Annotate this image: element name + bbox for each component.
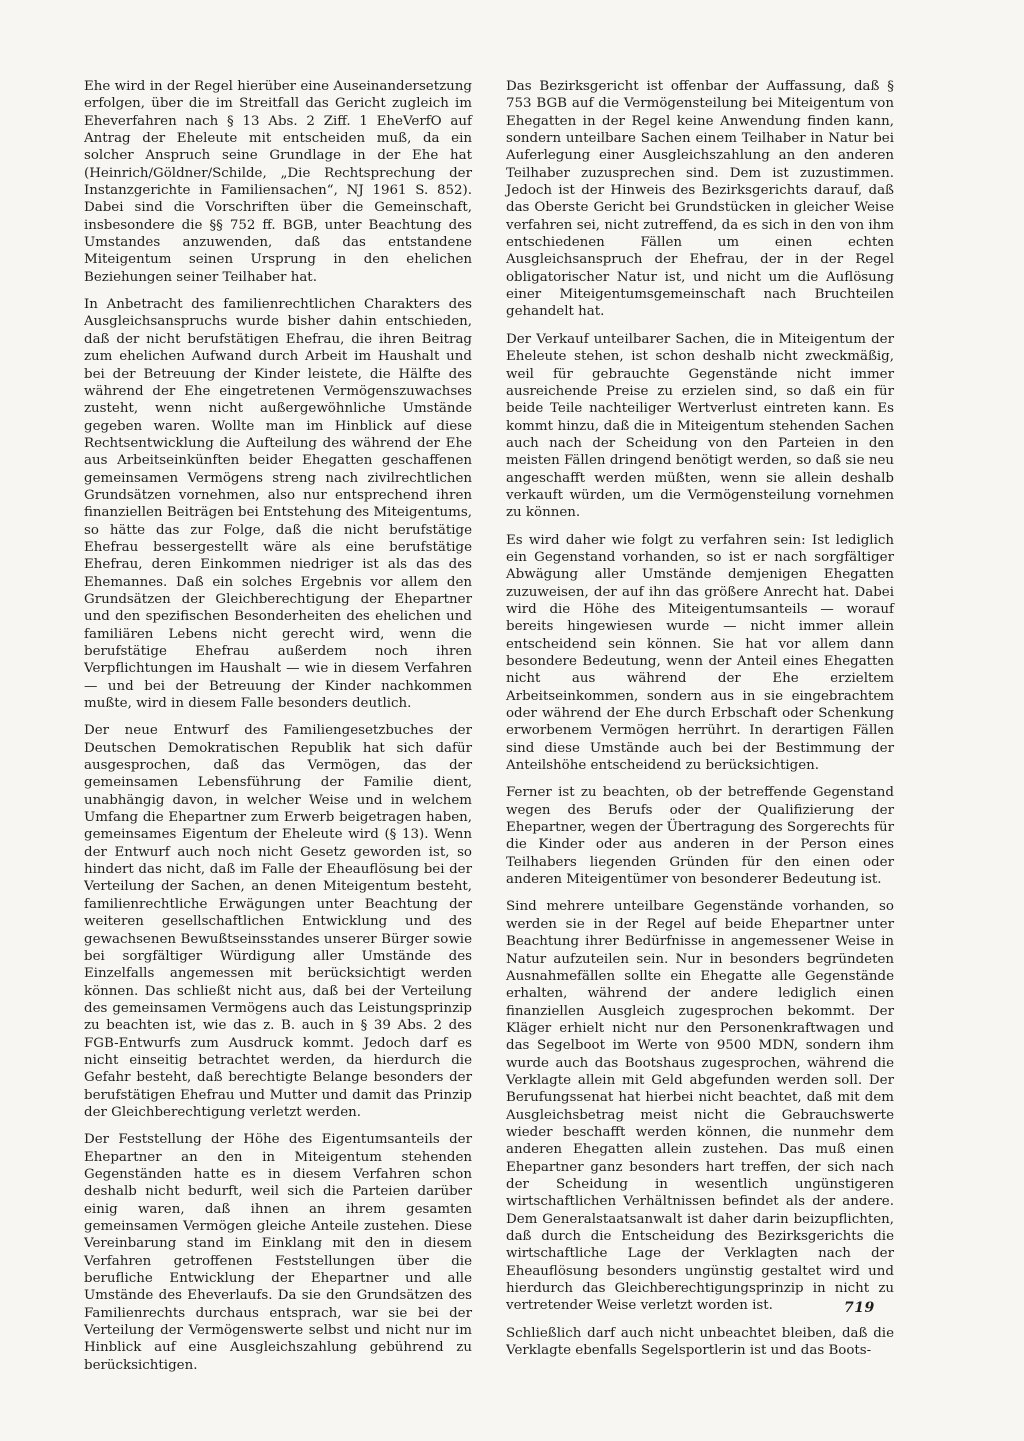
page-number: 719 <box>844 1300 875 1316</box>
paragraph: Ferner ist zu beachten, ob der betreffende Gegenstand wegen des Berufs oder der Qualifizierung der Ehepartner, wegen der Übertragung des Sorgerechts für die Kinder oder aus anderen in der Person eines Teilhabers liegenden Gründen für den einen oder anderen Miteigentümer von besonderer Bedeutung ist. <box>506 785 894 888</box>
right-column <box>506 78 894 1369</box>
paragraph: Schließlich darf auch nicht unbeachtet bleiben, daß die Verklagte ebenfalls Segelsportlerin ist und das Boots- <box>506 1325 894 1359</box>
paragraph: Der neue Entwurf des Familiengesetzbuches der Deutschen Demokratischen Republik hat sich dafür ausgesprochen, daß das Vermögen, das der gemeinsamen Lebensführung der Familie dient, unabhängig davon, in welcher Weise und in welchem Umfang die Ehepartner zum Erwerb beigetragen haben, gemeinsames Eigentum der Eheleute wird (§ 13). Wenn der Entwurf auch noch nicht Gesetz geworden ist, so hindert das nicht, daß im Falle der Eheauflösung bei der Verteilung der Sachen, an denen Miteigentum besteht, familienrechtliche Erwägungen unter Beachtung der weiteren gesellschaftlichen Entwicklung und des gewachsenen Bewußtseinsstandes unserer Bürger sowie bei sorgfältiger Würdigung aller Umstände des Einzelfalls angemessen mit berücksichtigt werden können. Das schließt nicht aus, daß bei der Verteilung des gemeinsamen Vermögens auch das Leistungsprinzip zu beachten ist, wie das z. B. auch in § 39 Abs. 2 des FGB-Entwurfs zum Ausdruck kommt. Jedoch darf es nicht einseitig betrachtet werden, da hierdurch die Gefahr besteht, daß berechtigte Belange besonders der berufstätigen Ehefrau und Mutter und damit das Prinzip der Gleichberechtigung verletzt werden. <box>84 723 472 1120</box>
paragraph: Der Verkauf unteilbarer Sachen, die in Miteigentum der Eheleute stehen, ist schon deshalb nicht zweckmäßig, weil für gebrauchte Gegenstände nicht immer ausreichende Preise zu erzielen sind, so daß ein für beide Teile nachteiliger Wertverlust eintreten kann. Es kommt hinzu, daß die in Miteigentum stehenden Sachen auch nach der Scheidung von den Parteien in den meisten Fällen dringend benötigt werden, so daß sie neu angeschafft werden müßten, wenn sie allein deshalb verkauft würden, um die Vermögensteilung vornehmen zu können. <box>506 331 894 521</box>
paragraph: Es wird daher wie folgt zu verfahren sein: Ist lediglich ein Gegenstand vorhanden, so ist er nach sorgfältiger Abwägung aller Umstände demjenigen Ehegatten zuzuweisen, der auf ihn das größere Anrecht hat. Dabei wird die Höhe des Miteigentumsanteils — worauf bereits hingewiesen wurde — nicht immer allein entscheidend sein können. Sie hat vor allem dann besondere Bedeutung, wenn der Anteil eines Ehegatten nicht aus während der Ehe erzieltem Arbeitseinkommen, sondern aus in sie eingebrachtem oder während der Ehe durch Erbschaft oder Schenkung erworbenem Vermögen herrührt. In derartigen Fällen sind diese Umstände auch bei der Bestimmung der Anteilshöhe entscheidend zu berücksichtigen. <box>506 532 894 774</box>
paragraph: Sind mehrere unteilbare Gegenstände vorhanden, so werden sie in der Regel auf beide Ehepartner unter Beachtung ihrer Bedürfnisse in angemessener Weise in Natur aufzuteilen sein. Nur in besonders begründeten Ausnahmefällen sollte ein Ehegatte alle Gegenstände erhalten, während der andere lediglich einen finanziellen Ausgleich zugesprochen bekommt. Der Kläger erhielt nicht nur den Personenkraftwagen und das Segelboot im Werte von 9500 MDN, sondern ihm wurde auch das Bootshaus zugesprochen, während die Verklagte allein mit Geld abgefunden werden soll. Der Berufungssenat hat hierbei nicht beachtet, daß mit dem Ausgleichsbetrag meist nicht die Gebrauchswerte wieder beschafft werden können, die nunmehr dem anderen Ehegatten allein zustehen. Das muß einen Ehepartner ganz besonders hart treffen, der sich nach der Scheidung in wesentlich ungünstigeren wirtschaftlichen Verhältnissen befindet als der andere. Dem Generalstaatsanwalt ist daher darin beizupflichten, daß durch die Entscheidung des Bezirksgerichts die wirtschaftliche Lage der Verklagten nach der Eheauflösung besonders ungünstig gestaltet wird und hierdurch das Gleichberechtigungsprinzip in nicht zu vertretender Weise verletzt worden ist. <box>506 899 894 1314</box>
paragraph: Der Feststellung der Höhe des Eigentumsanteils der Ehepartner an den in Miteigentum stehenden Gegenständen hatte es in diesem Verfahren schon deshalb nicht bedurft, weil sich die Parteien darüber einig waren, daß ihnen an ihrem gesamten gemeinsamen Vermögen gleiche Anteile zustehen. Diese Vereinbarung stand im Einklang mit den in diesem Verfahren getroffenen Feststellungen über die berufliche Entwicklung der Ehepartner und alle Umstände des Eheverlaufs. Da sie den Grundsätzen des Familienrechts durchaus entsprach, war sie bei der Verteilung der Vermögenswerte selbst und nicht nur im Hinblick auf eine Ausgleichszahlung gebührend zu berücksichtigen. <box>84 1132 472 1373</box>
paragraph: Das Bezirksgericht ist offenbar der Auffassung, daß § 753 BGB auf die Vermögensteilung bei Miteigentum von Ehegatten in der Regel keine Anwendung finden kann, sondern unteilbare Sachen einem Teilhaber in Natur bei Auferlegung einer Ausgleichszahlung an den anderen Teilhaber zuzusprechen sind. Dem ist zuzustimmen. Jedoch ist der Hinweis des Bezirksgerichts darauf, daß das Oberste Gericht bei Grundstücken in gleicher Weise verfahren sei, nicht zutreffend, da es sich in den von ihm entschiedenen Fällen um einen echten Ausgleichsanspruch der Ehefrau, der in der Regel obligatorischer Natur ist, und nicht um die Auflösung einer Miteigentumsgemeinschaft nach Bruchteilen gehandelt hat. <box>506 79 894 320</box>
paragraph: Ehe wird in der Regel hierüber eine Auseinandersetzung erfolgen, über die im Streitfall das Gericht zugleich im Eheverfahren nach § 13 Abs. 2 Ziff. 1 EheVerfO auf Antrag der Eheleute mit entscheiden muß, da ein solcher Anspruch seine Grundlage in der Ehe hat (Heinrich/Göldner/Schilde, „Die Rechtsprechung der Instanzgerichte in Familiensachen“, NJ 1961 S. 852). Dabei sind die Vorschriften über die Gemeinschaft, insbesondere die §§ 752 ff. BGB, unter Beachtung des Umstandes anzuwenden, daß das entstandene Miteigentum seinen Ursprung in den ehelichen Beziehungen seiner Teilhaber hat. <box>84 79 472 285</box>
paragraph: In Anbetracht des familienrechtlichen Charakters des Ausgleichsanspruchs wurde bisher dahin entschieden, daß der nicht berufstätigen Ehefrau, die ihren Beitrag zum ehelichen Aufwand durch Arbeit im Haushalt und bei der Betreuung der Kinder leistete, die Hälfte des während der Ehe eingetretenen Vermögenszuwachses zusteht, wenn nicht außergewöhnliche Umstände gegeben waren. Wollte man im Hinblick auf diese Rechtsentwicklung die Aufteilung des während der Ehe aus Arbeitseinkünften beider Ehegatten geschaffenen gemeinsamen Vermögens streng nach zivilrechtlichen Grundsätzen vornehmen, also nur entsprechend ihren finanziellen Beiträgen bei Entstehung des Miteigentums, so hätte das zur Folge, daß die nicht berufstätige Ehefrau bessergestellt wäre als eine berufstätige Ehefrau, deren Einkommen niedriger ist als das des Ehemannes. Daß ein solches Ergebnis vor allem den Grundsätzen der Gleichberechtigung der Ehepartner und den spezifischen Besonderheiten des ehelichen und familiären Lebens nicht gerecht wird, wenn die berufstätige Ehefrau außerdem noch ihren Verpflichtungen im Haushalt — wie in diesem Verfahren — und bei der Betreuung der Kinder nachkommen mußte, wird in diesem Falle besonders deutlich. <box>84 297 472 712</box>
left-column <box>84 78 472 1384</box>
